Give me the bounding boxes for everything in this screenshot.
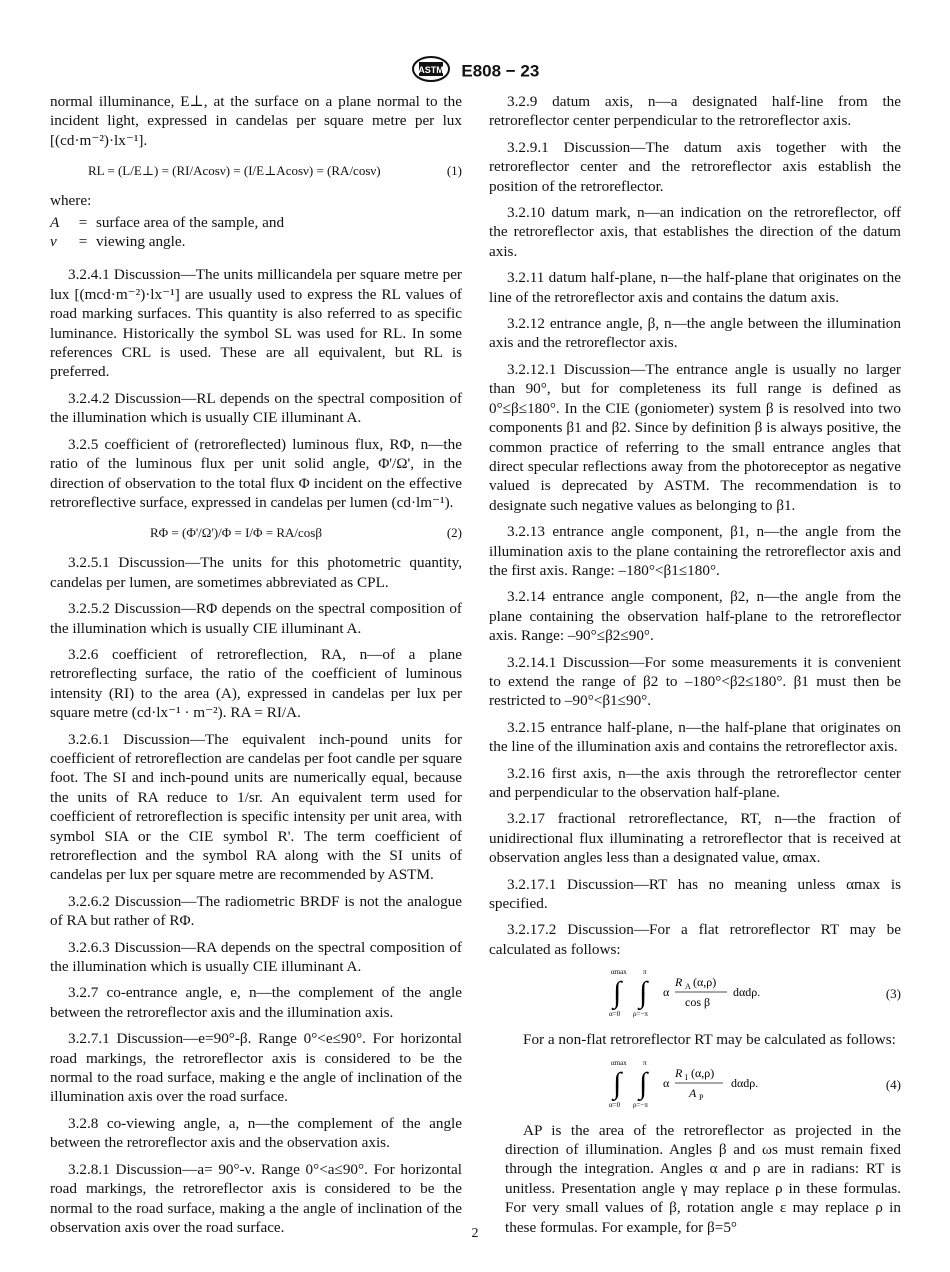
section-3-2-12-1: 3.2.12.1 Discussion—The entrance angle is usually no larger than 90°, but for completeness its full range is defined as 0°≤β≤180°. In the CIE (goniometer) system β is resolved into two components β1 and β2. Since by definition β is always positive, the common practice of referring to the small entrance angles that direct specular reflections away from the photoreceptor as negative valued is deprecated by ASTM. The recommendation is to designate such negative values as belonging to β1. <box>489 360 901 514</box>
svg-text:ASTM: ASTM <box>417 65 444 75</box>
definition-symbol: A <box>50 213 60 231</box>
equation-4-formula <box>609 1057 779 1111</box>
left-column <box>50 92 462 1237</box>
svg-text:ρ=−π: ρ=−π <box>633 1100 648 1109</box>
svg-text:π: π <box>643 1058 647 1067</box>
svg-text:A: A <box>685 982 691 992</box>
svg-text:∫: ∫ <box>613 976 622 1010</box>
svg-text:αmax: αmax <box>611 1058 627 1067</box>
section-3-2-7-1: 3.2.7.1 Discussion—e=90°-β. Range 0°<e≤90°. For horizontal road markings, the retroreflector axis is considered to be the normal to the road surface, making e the angle of inclination of the illumination axis over the road surface. <box>50 1030 462 1106</box>
section-3-2-15: 3.2.15 entrance half-plane, n—the half-plane that originates on the line of the illumination axis and contains the retroreflector axis. <box>489 718 901 756</box>
page-header <box>0 56 950 86</box>
section-3-2-8: 3.2.8 co-viewing angle, a, n—the complement of the angle between the retroreflector axis and the observation axis. <box>50 1114 462 1152</box>
section-3-2-6-1: 3.2.6.1 Discussion—The equivalent inch-pound units for coefficient of retroreflection are candelas per foot candle per square foot. The SI and inch-pound units are numerically equal, because the units of RA reduce to 1/sr. An equivalent term used for coefficient of retroreflection is specific intensity per unit area, with symbol SIA or the CIE symbol R'. The term coefficient of retroreflection and the symbol RA along with the SI units of candelas per lux per square metre are recommended by ASTM. <box>50 730 462 884</box>
section-3-2-5: 3.2.5 coefficient of (retroreflected) luminous flux, RΦ, n—the ratio of the luminous flux per unit solid angle, Φ'/Ω', in the direction of observation to the total flux Φ incident on the effective retroreflective surface, expressed in candelas per lumen (cd·lm⁻¹). <box>50 435 462 511</box>
equation-4-number: (4) <box>885 1076 901 1092</box>
svg-text:dαdρ.: dαdρ. <box>731 1075 759 1090</box>
definition-text: viewing angle. <box>96 233 186 251</box>
section-3-2-5-1: 3.2.5.1 Discussion—The units for this photometric quantity, candelas per lumen, are sometimes abbreviated as CPL. <box>50 554 462 591</box>
equation-3-formula <box>609 966 779 1020</box>
svg-text:∫: ∫ <box>639 976 648 1010</box>
svg-text:αmax: αmax <box>611 968 627 977</box>
svg-text:dαdρ.: dαdρ. <box>733 985 761 1000</box>
svg-text:A: A <box>689 1085 697 1100</box>
standard-number: E808 − 23 <box>461 61 540 81</box>
section-3-2-7: 3.2.7 co-entrance angle, e, n—the complement of the angle between the retroreflector axis and the illumination axis. <box>50 984 462 1021</box>
definition-equals: = <box>78 233 88 251</box>
section-3-2-9: 3.2.9 datum axis, n—a designated half-line from the retroreflector center perpendicular to the retroreflector axis. <box>489 93 901 130</box>
svg-text:P: P <box>699 1092 704 1102</box>
equation-3 <box>489 966 901 1020</box>
section-3-2-17: 3.2.17 fractional retroreflectance, RT, n—the fraction of unidirectional flux illuminating a retroreflector that is received at observation angles less than a designated value, αmax. <box>489 810 901 867</box>
equation-3-number: (3) <box>885 986 901 1002</box>
section-3-2-5-2: 3.2.5.2 Discussion—RΦ depends on the spectral composition of the illumination which is usually CIE illuminant A. <box>50 600 462 637</box>
equation-1 <box>50 157 462 185</box>
svg-text:α=0: α=0 <box>609 1100 621 1109</box>
equation-1-number: (1) <box>446 163 462 179</box>
right-column <box>489 92 901 1244</box>
svg-text:ρ=−π: ρ=−π <box>633 1010 648 1019</box>
ap-paragraph: AP is the area of the retroreflector as projected in the direction of illumination. Angles β and ωs must remain fixed through the integration. Angles α and ρ are in radians: RT is unitless. Presentation angle γ may replace ρ in these formulas. For very small values of β, rotation angle ε may replace ρ in these formulas. For example, for β=5° <box>505 1121 901 1236</box>
svg-text:cos β: cos β <box>685 995 711 1010</box>
section-3-2-12: 3.2.12 entrance angle, β, n—the angle between the illumination axis and the retroreflector axis. <box>489 315 901 352</box>
definition-symbol: ν <box>50 233 57 251</box>
equation-2-number: (2) <box>446 525 462 541</box>
svg-text:R: R <box>675 1065 683 1080</box>
section-3-2-17-1: 3.2.17.1 Discussion—RT has no meaning unless αmax is specified. <box>489 875 901 913</box>
equation-2 <box>50 519 462 547</box>
section-3-2-16: 3.2.16 first axis, n—the axis through the retroreflector center and perpendicular to the observation half-plane. <box>489 764 901 801</box>
svg-text:R: R <box>675 975 683 990</box>
svg-text:α: α <box>663 985 670 1000</box>
section-3-2-4-1: 3.2.4.1 Discussion—The units millicandela per square metre per lux [(mcd·m⁻²)·lx⁻¹] are usually used to express the RL values of road marking surfaces. This quantity is also referred to as specific luminance. Historically the symbol SL was used for RL. In some references CRL is used. These are all equivalent, but RL is preferred. <box>50 266 462 381</box>
symbol-definitions <box>50 213 462 252</box>
svg-text:π: π <box>643 968 647 977</box>
section-3-2-14-1: 3.2.14.1 Discussion—For some measurements it is convenient to extend the range of β2 to –180°<β2≤180°. β1 must then be restricted to –90°<β1≤90°. <box>489 653 901 710</box>
svg-text:I: I <box>685 1072 688 1082</box>
section-3-2-10: 3.2.10 datum mark, n—an indication on the retroreflector, off the retroreflector axis, that establishes the direction of the datum axis. <box>489 204 901 260</box>
svg-text:(α,ρ): (α,ρ) <box>693 975 717 990</box>
equation-4 <box>489 1057 901 1111</box>
section-3-2-6-3: 3.2.6.3 Discussion—RA depends on the spectral composition of the illumination which is usually CIE illuminant A. <box>50 938 462 976</box>
equation-2-body: RΦ = (Φ'/Ω')/Φ = I/Φ = RA/cosβ <box>150 525 322 541</box>
section-3-2-9-1: 3.2.9.1 Discussion—The datum axis together with the retroreflector center and the retroreflector axis establish the position of the retroreflector. <box>489 138 901 195</box>
intro-paragraph: normal illuminance, E⊥, at the surface on a plane normal to the incident light, expressed in candelas per square metre per lux [(cd·m⁻²)·lx⁻¹]. <box>50 93 462 149</box>
section-3-2-4-2: 3.2.4.2 Discussion—RL depends on the spectral composition of the illumination which is usually CIE illuminant A. <box>50 389 462 427</box>
page-number: 2 <box>471 1226 479 1241</box>
section-3-2-6: 3.2.6 coefficient of retroreflection, RA, n—of a plane retroreflecting surface, the ratio of the coefficient of luminous intensity (RI) to the area (A), expressed in candelas per lux per square metre (cd·lx⁻¹ · m⁻²). RA = RI/A. <box>50 645 462 722</box>
svg-text:∫: ∫ <box>639 1066 648 1100</box>
section-3-2-14: 3.2.14 entrance angle component, β2, n—the angle from the plane containing the observation half-plane to the retroreflector axis. Range: –90°≤β2≤90°. <box>489 588 901 645</box>
section-3-2-17-2: 3.2.17.2 Discussion—For a flat retroreflector RT may be calculated as follows: <box>489 921 901 958</box>
astm-logo-icon <box>411 56 451 86</box>
definition-row <box>50 232 462 251</box>
svg-text:α: α <box>663 1075 670 1090</box>
nonflat-paragraph: For a non-flat retroreflector RT may be calculated as follows: <box>523 1031 896 1049</box>
svg-text:(α,ρ): (α,ρ) <box>691 1065 715 1080</box>
section-3-2-13: 3.2.13 entrance angle component, β1, n—the angle from the illumination axis to the plane containing the retroreflector axis and the first axis. Range: –180°<β1≤180°. <box>489 523 901 579</box>
svg-text:α=0: α=0 <box>609 1010 621 1019</box>
definition-row <box>50 213 462 232</box>
equation-1-body: RL = (L/E⊥) = (RI/Acosν) = (I/E⊥Acosν) = (RA/cosν) <box>88 163 381 179</box>
section-3-2-8-1: 3.2.8.1 Discussion—a= 90°-ν. Range 0°<a≤90°. For horizontal road markings, the retroreflector axis is considered to be the normal to the road surface, making a the angle of inclination of the observation axis over the road surface. <box>50 1160 462 1236</box>
section-3-2-11: 3.2.11 datum half-plane, n—the half-plane that originates on the line of the retroreflector axis and contains the datum axis. <box>489 269 901 306</box>
svg-text:∫: ∫ <box>613 1066 622 1100</box>
where-label: where: <box>50 192 92 210</box>
definition-equals: = <box>78 213 88 231</box>
section-3-2-6-2: 3.2.6.2 Discussion—The radiometric BRDF is not the analogue of RA but rather of RΦ. <box>50 892 462 930</box>
definition-text: surface area of the sample, and <box>96 213 285 231</box>
